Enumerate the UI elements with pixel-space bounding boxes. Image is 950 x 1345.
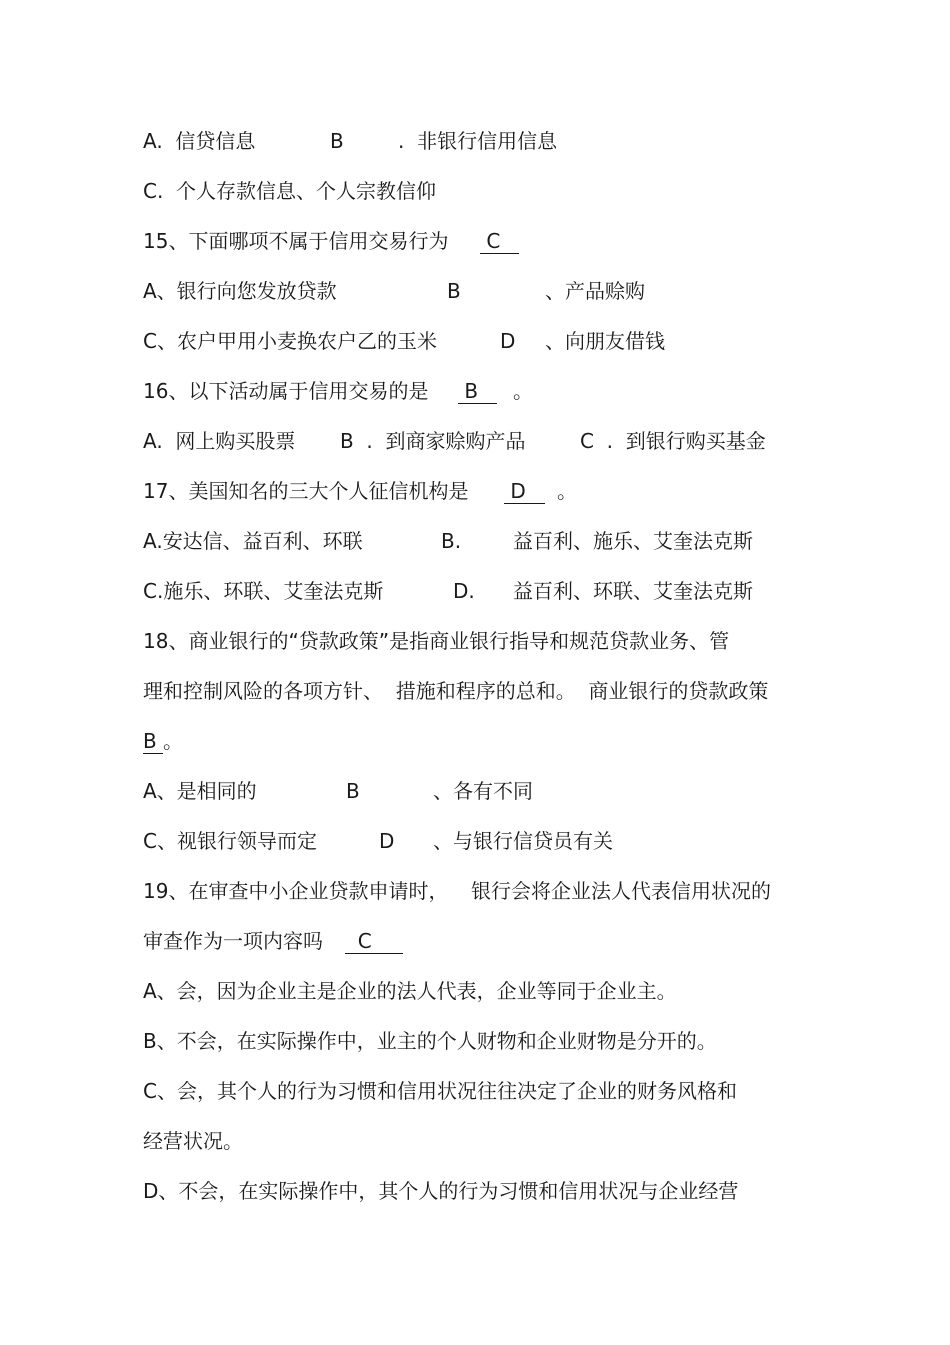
text-segment: 16、以下活动属于信用交易的是 <box>143 379 429 403</box>
text-segment: 益百利、环联、艾奎法克斯 <box>513 579 753 603</box>
text-segment: A. 网上购买股票 <box>143 429 296 453</box>
text-segment: 益百利、施乐、艾奎法克斯 <box>513 529 753 553</box>
text-segment: B. <box>441 529 462 553</box>
text-segment: A、是相同的 <box>143 779 257 803</box>
text-segment: A.安达信、益百利、环联 <box>143 529 363 553</box>
answer-value: B <box>143 729 164 753</box>
text-segment: 、向朋友借钱 <box>545 329 665 353</box>
answer-value: B <box>458 379 498 403</box>
text-segment: . 非银行信用信息 <box>398 129 558 153</box>
text-segment: D <box>379 829 395 853</box>
text-segment: D. <box>453 579 475 603</box>
answer-blank <box>143 726 163 756</box>
text-segment: 审查作为一项内容吗 <box>143 929 323 953</box>
answer-blank <box>345 926 403 956</box>
text-segment: 。 <box>513 379 533 403</box>
text-segment: 经营状况。 <box>143 1129 243 1153</box>
answer-value: C <box>345 929 404 953</box>
text-segment: A、银行向您发放贷款 <box>143 279 337 303</box>
text-segment: 、产品赊购 <box>545 279 645 303</box>
text-segment: 。 <box>163 729 183 753</box>
text-segment: C. 个人存款信息、个人宗教信仰 <box>143 179 437 203</box>
text-segment: C.施乐、环联、艾奎法克斯 <box>143 579 384 603</box>
text-segment: D、不会，在实际操作中，其个人的行为习惯和信用状况与企业经营 <box>143 1179 739 1203</box>
text-segment: C . 到银行购买基金 <box>580 429 766 453</box>
answer-value: C <box>480 229 520 253</box>
text-segment: 银行会将企业法人代表信用状况的 <box>471 879 771 903</box>
text-segment: 理和控制风险的各项方针、 措施和程序的总和。 商业银行的贷款政策 <box>143 679 769 703</box>
text-segment: B、不会，在实际操作中，业主的个人财物和企业财物是分开的。 <box>143 1029 717 1053</box>
text-segment: B <box>346 779 360 803</box>
answer-blank <box>458 376 497 406</box>
text-segment: B <box>330 129 344 153</box>
text-segment: B . 到商家赊购产品 <box>340 429 526 453</box>
text-segment: D <box>500 329 516 353</box>
text-segment: 。 <box>557 479 577 503</box>
text-segment: C、视银行领导而定 <box>143 829 317 853</box>
text-segment: A. 信贷信息 <box>143 129 256 153</box>
text-segment: C、会，其个人的行为习惯和信用状况往往决定了企业的财务风格和 <box>143 1079 737 1103</box>
text-segment: 15、下面哪项不属于信用交易行为 <box>143 229 449 253</box>
answer-blank <box>504 476 545 506</box>
text-segment: 17、美国知名的三大个人征信机构是 <box>143 479 469 503</box>
text-segment: C、农户甲用小麦换农户乙的玉米 <box>143 329 437 353</box>
text-segment: 、各有不同 <box>433 779 533 803</box>
answer-value: D <box>504 479 545 503</box>
answer-blank <box>480 226 519 256</box>
text-segment: 、与银行信贷员有关 <box>433 829 613 853</box>
text-segment: 18、商业银行的“贷款政策”是指商业银行指导和规范贷款业务、管 <box>143 629 730 653</box>
text-segment: A、会，因为企业主是企业的法人代表，企业等同于企业主。 <box>143 979 677 1003</box>
text-segment: 19、在审查中小企业贷款申请时， <box>143 879 449 903</box>
text-segment: B <box>447 279 461 303</box>
